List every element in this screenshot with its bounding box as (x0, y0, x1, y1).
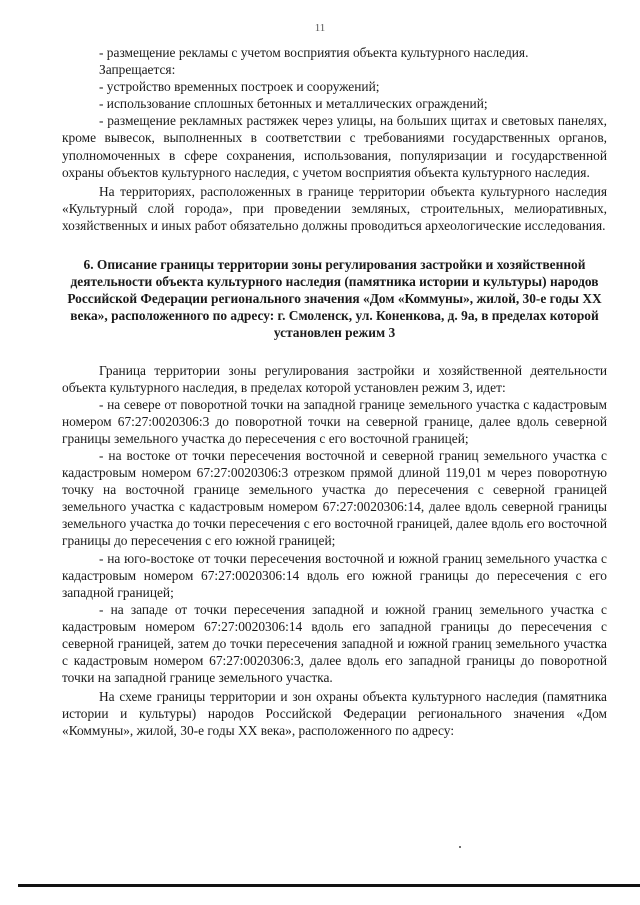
boundary-item-southeast: - на юго-востоке от точки пересечения восточной и южной границ земельного участка с кадастровым номером 67:27:0020306:14 вдоль его южной границы до пересечения с его западной границей; (62, 550, 607, 600)
section-lead: Граница территории зоны регулирования застройки и хозяйственной деятельности объекта культурного наследия, в пределах которой установлен режим 3, идет: (62, 362, 607, 395)
boundary-item-east: - на востоке от точки пересечения восточной и северной границ земельного участка с кадастровым номером 67:27:0020306:3 отрезком прямой длиной 119,01 м через поворотную точку на восточной границе земельного участка до пересечения с северной границей земельного участка с кадастровым номером 67:27:0020306:14, далее вдоль северной границы земельного участка до точки пересечения с его восточной границей, далее вдоль его восточной границы до пересечения с его южной границей; (62, 447, 607, 549)
scheme-paragraph: На схеме границы территории и зон охраны объекта культурного наследия (памятника истории и культуры) народов Российской Федерации регионального значения «Дом «Коммуны», жилой, 30-е годы XX века», расположенного по адресу: (62, 689, 607, 739)
prohibited-item: - устройство временных построек и сооружений; (99, 79, 380, 95)
boundary-item-north: - на севере от поворотной точки на западной границе земельного участка с кадастровым номером 67:27:0020306:3 до поворотной точки на северной границе, далее вдоль северной границы земельного участка до пересечения с его восточной границей; (62, 396, 607, 446)
boundary-item-west: - на западе от точки пересечения западной и южной границ земельного участка с кадастровым номером 67:27:0020306:14 вдоль его западной границы до пересечения с северной границей, затем до точки пересечения западной и южной границ земельного участка с кадастровым номером 67:27:0020306:3, далее вдоль его западной границы до поворотной точки на западной границе земельного участка. (62, 601, 607, 686)
prohibited-item: - размещение рекламных растяжек через улицы, на больших щитах и световых панелях, кроме вывесок, выполненных в соответствии с требованиями государственных органов, уполномоченных в сфере сохранения, использования, популяризации и государственной охраны объектов культурного наследия, с учетом восприятия объекта культурного наследия. (62, 113, 607, 180)
document-body (62, 44, 607, 740)
section-heading: 6. Описание границы территории зоны регулирования застройки и хозяйственной деятельности объекта культурного наследия (памятника истории и культуры) народов Российской Федерации регионального значения «Дом «Коммуны», жилой, 30-е годы XX века», расположенного по адресу: г. Смоленск, ул. Коненкова, д. 9а, в пределах которой установлен режим 3 (67, 257, 602, 341)
prohibited-item: - использование сплошных бетонных и металлических ограждений; (99, 96, 488, 112)
prohibited-label: Запрещается: (99, 62, 176, 78)
archaeology-paragraph: На территориях, расположенных в границе территории объекта культурного наследия «Культурный слой города», при проведении земляных, строительных, мелиоративных, хозяйственных и иных работ обязательно должны проводиться археологические исследования. (62, 183, 607, 233)
bottom-rule (18, 884, 640, 887)
page-number: 11 (314, 22, 326, 34)
advertising-item: - размещение рекламы с учетом восприятия объекта культурного наследия. (99, 45, 529, 60)
scan-speck (459, 846, 461, 848)
